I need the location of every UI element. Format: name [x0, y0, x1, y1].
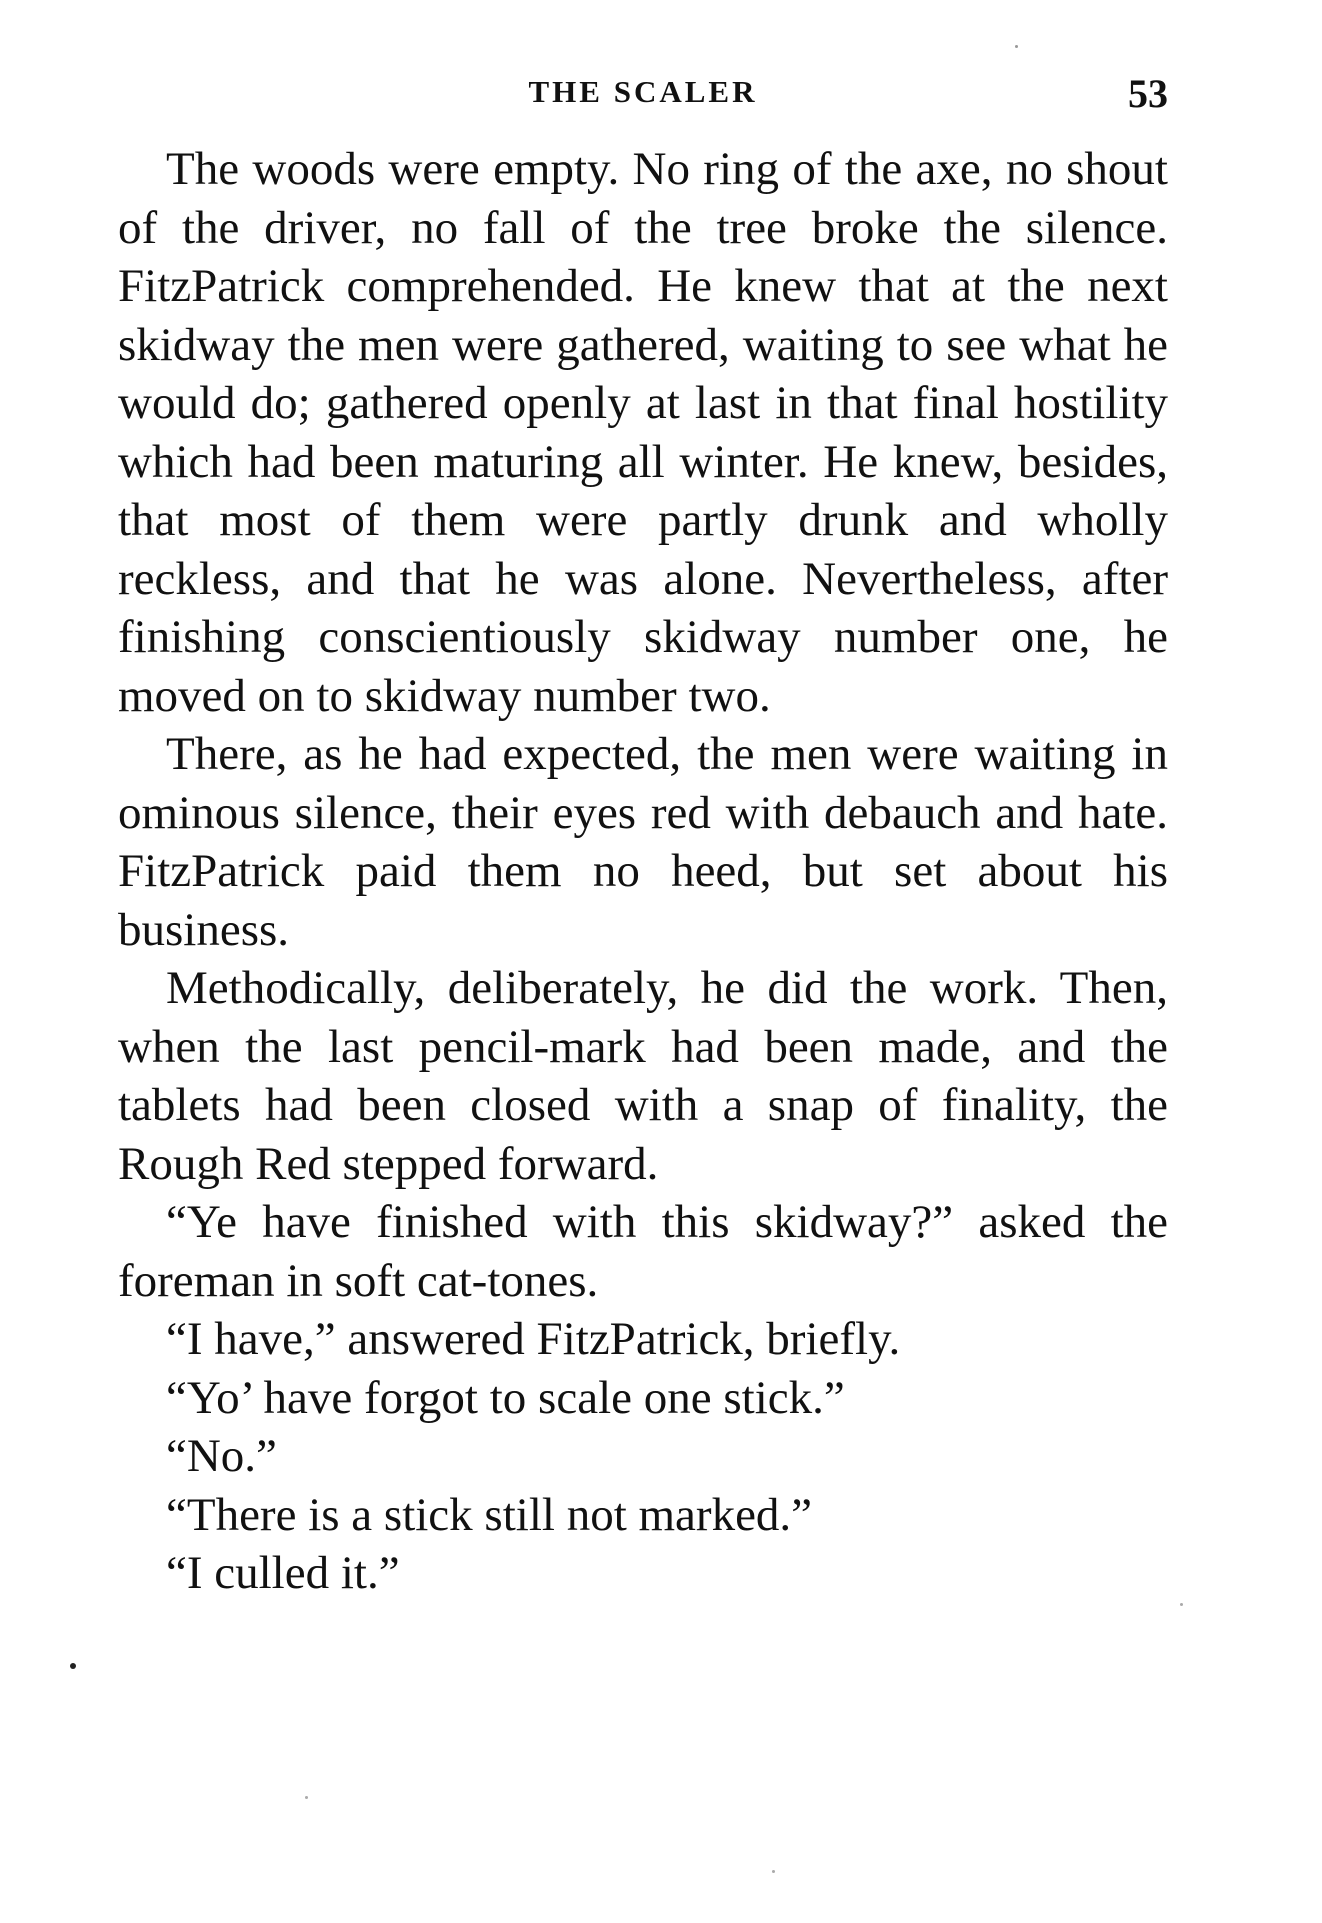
paragraph: There, as he had expected, the men were waiting in ominous silence, their eyes red with debauch and hate. FitzPatrick paid them no heed, but set about his business. — [118, 728, 1168, 956]
paragraph: “I culled it.” — [166, 1547, 400, 1599]
page-number: 53 — [1128, 71, 1168, 116]
paragraph: “Ye have finished with this skidway?” asked the foreman in soft cat-tones. — [118, 1196, 1168, 1307]
ink-speck — [70, 1663, 76, 1669]
ink-speck — [772, 1870, 775, 1873]
body-text — [118, 140, 1168, 1603]
paragraph: Methodically, deliberately, he did the work. Then, when the last pencil-mark had been made, and the tablets had been closed with a snap of finality, the Rough Red stepped forward. — [118, 962, 1168, 1190]
paragraph: “No.” — [166, 1430, 277, 1482]
running-head — [118, 70, 1168, 120]
ink-speck — [1015, 45, 1018, 48]
ink-speck — [1180, 1603, 1183, 1606]
paragraph: “I have,” answered FitzPatrick, briefly. — [166, 1313, 901, 1365]
paragraph: “Yo’ have forgot to scale one stick.” — [166, 1371, 845, 1424]
ink-speck — [305, 1796, 308, 1799]
running-title: THE SCALER — [528, 74, 758, 109]
paragraph: The woods were empty. No ring of the axe, no shout of the driver, no fall of the tree broke the silence. FitzPatrick comprehended. He knew that at the next skidway the men were gathered, waiting to see what he would do; gathered openly at last in that final hostility which had been maturing all winter. He knew, besides, that most of them were partly drunk and wholly reckless, and that he was alone. Nevertheless, after finishing conscientiously skidway number one, he moved on to skidway number two. — [118, 143, 1168, 722]
paragraph: “There is a stick still not marked.” — [166, 1488, 813, 1541]
